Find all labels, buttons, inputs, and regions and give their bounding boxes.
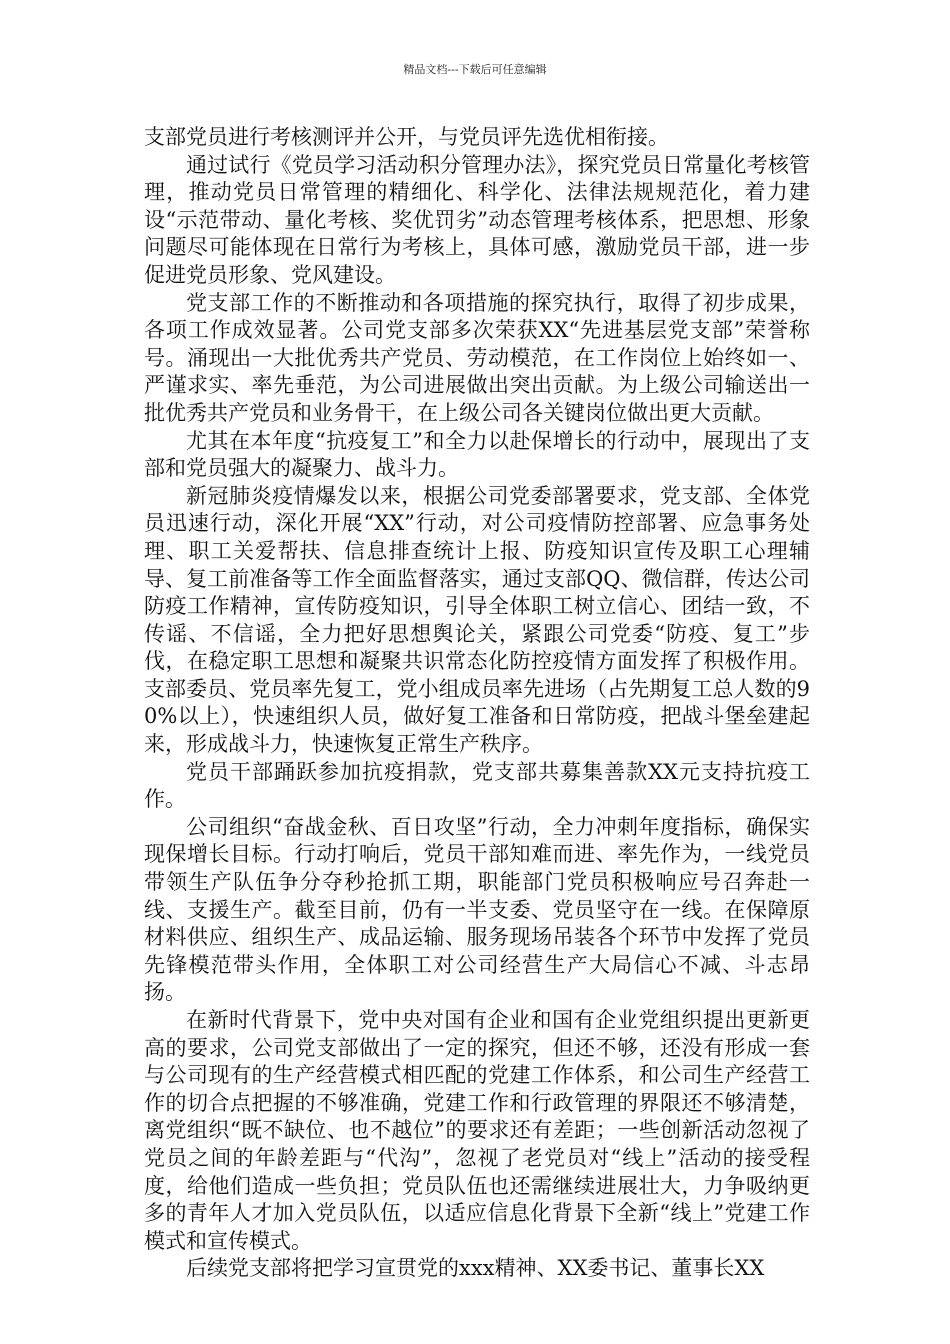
paragraph: 党支部工作的不断推动和各项措施的探究执行，取得了初步成果，各项工作成效显著。公司党支部多次荣获XX“先进基层党支部”荣誉称号。涌现出一大批优秀共产党员、劳动模范，在工作岗位上始终如一、严谨求实、率先垂范，为公司进展做出突出贡献。为上级公司输送出一批优秀共产党员和业务骨干，在上级公司各关键岗位做出更大贡献。: [144, 290, 810, 425]
paragraph: 在新时代背景下，党中央对国有企业和国有企业党组织提出更新更高的要求，公司党支部做出了一定的探究，但还不够，还没有形成一套与公司现有的生产经营模式相匹配的党建工作体系，和公司生产经营工作的切合点把握的不够准确，党建工作和行政管理的界限还不够清楚，离党组织“既不缺位、也不越位”的要求还有差距；一些创新活动忽视了党员之间的年龄差距与“代沟”，忽视了老党员对“线上”活动的接受程度，给他们造成一些负担；党员队伍也还需继续进展壮大，力争吸纳更多的青年人才加入党员队伍，以适应信息化背景下全新“线上”党建工作模式和宣传模式。: [144, 1008, 810, 1253]
paragraph: 尤其在本年度“抗疫复工”和全力以赴保增长的行动中，展现出了支部和党员强大的凝聚力、战斗力。: [144, 428, 810, 481]
paragraph: 通过试行《党员学习活动积分管理办法》，探究党员日常量化考核管理，推动党员日常管理的精细化、科学化、法律法规规范化，着力建设“示范带动、量化考核、奖优罚劣”动态管理考核体系，把思想、形象问题尽可能体现在日常行为考核上，具体可感，激励党员干部，进一步促进党员形象、党风建设。: [144, 152, 810, 287]
paragraph: 党员干部踊跃参加抗疫捐款，党支部共募集善款XX元支持抗疫工作。: [144, 759, 810, 812]
document-body: [144, 124, 810, 1283]
paragraph-continuation: 支部党员进行考核测评并公开，与党员评先选优相衔接。: [144, 125, 669, 149]
page-header: 精品文档---下载后可任意编辑: [403, 63, 547, 76]
paragraph: 后续党支部将把学习宣贯党的xxx精神、XX委书记、董事长XX: [186, 1256, 765, 1281]
paragraph: 新冠肺炎疫情爆发以来，根据公司党委部署要求，党支部、全体党员迅速行动，深化开展“XX”行动，对公司疫情防控部署、应急事务处理、职工关爱帮扶、信息排查统计上报、防疫知识宣传及职工心理辅导、复工前准备等工作全面监督落实，通过支部QQ、微信群，传达公司防疫工作精神，宣传防疫知识，引导全体职工树立信心、团结一致，不传谣、不信谣，全力把好思想舆论关，紧跟公司党委“防疫、复工”步伐，在稳定职工思想和凝聚共识常态化防控疫情方面发挥了积极作用。支部委员、党员率先复工，党小组成员率先进场（占先期复工总人数的90%以上），快速组织人员，做好复工准备和日常防疫，把战斗堡垒建起来，形成战斗力，快速恢复正常生产秩序。: [144, 483, 810, 757]
paragraph: 公司组织“奋战金秋、百日攻坚”行动，全力冲刺年度指标，确保实现保增长目标。行动打响后，党员干部知难而进、率先作为，一线党员带领生产队伍争分夺秒抢抓工期，职能部门党员积极响应号召奔赴一线、支援生产。截至目前，仍有一半支委、党员坚守在一线。在保障原材料供应、组织生产、成品运输、服务现场吊装各个环节中发挥了党员先锋模范带头作用，全体职工对公司经营生产大局信心不减、斗志昂扬。: [144, 814, 810, 1005]
